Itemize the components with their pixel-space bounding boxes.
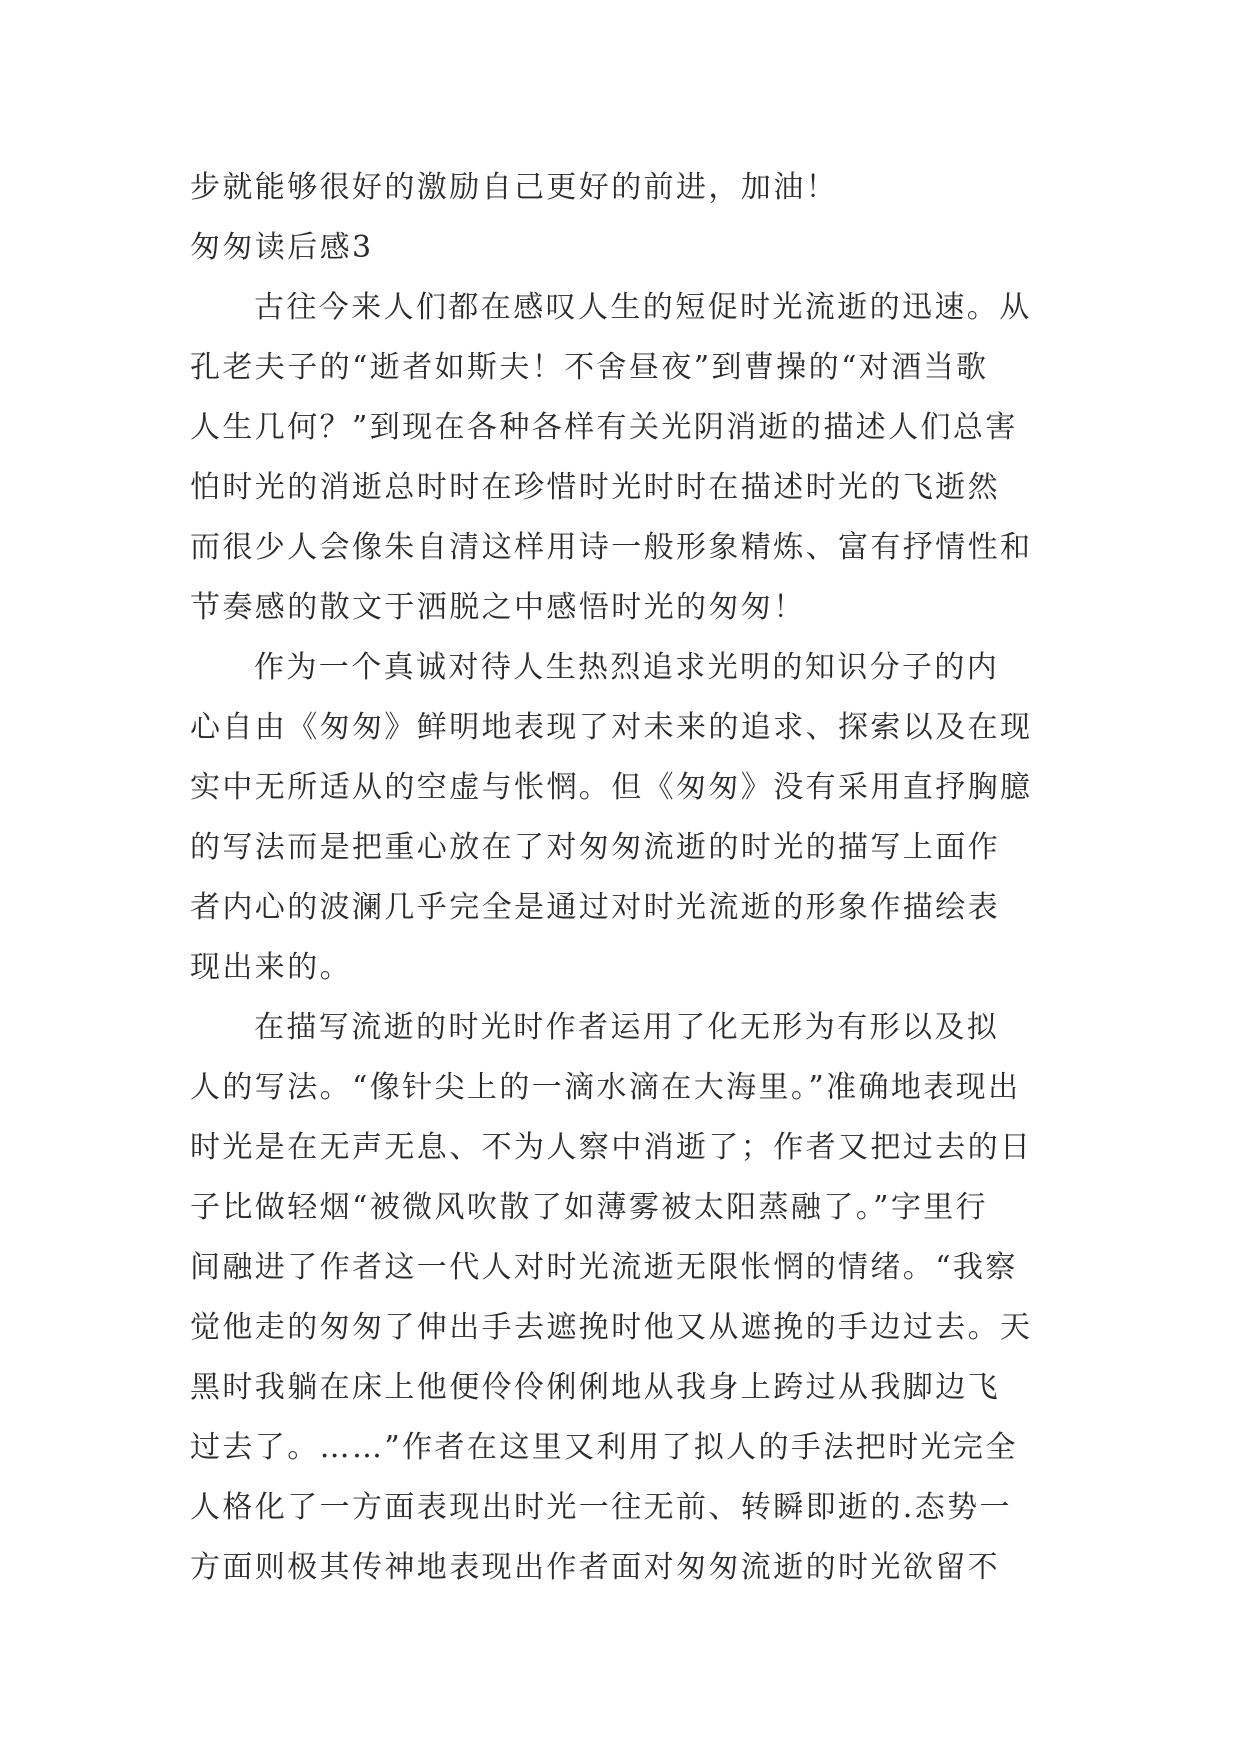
paragraph-line: 过去了。……”作者在这里又利用了拟人的手法把时光完全 (190, 1430, 1018, 1465)
paragraph-line: 黑时我躺在床上他便伶伶俐俐地从我身上跨过从我脚边飞 (190, 1370, 1000, 1405)
paragraph-line: 怕时光的消逝总时时在珍惜时光时时在描述时光的飞逝然 (190, 470, 1000, 505)
paragraph-line: 方面则极其传神地表现出作者面对匆匆流逝的时光欲留不 (190, 1550, 1000, 1585)
paragraph-line: 心自由《匆匆》鲜明地表现了对未来的追求、探索以及在现 (190, 710, 1033, 745)
paragraph-line: 的写法而是把重心放在了对匆匆流逝的时光的描写上面作 (190, 830, 1000, 865)
paragraph-line: 作为一个真诚对待人生热烈追求光明的知识分子的内 (254, 650, 1000, 685)
paragraph-1 (190, 278, 1050, 638)
paragraph-line: 而很少人会像朱自清这样用诗一般形象精炼、富有抒情性和 (190, 530, 1033, 565)
paragraph-line: 人生几何？”到现在各种各样有关光阴消逝的描述人们总害 (190, 410, 1018, 445)
paragraph-line: 间融进了作者这一代人对时光流逝无限怅惘的情绪。“我察 (190, 1250, 1018, 1285)
paragraph-2 (190, 638, 1050, 998)
paragraph-line: 节奏感的散文于洒脱之中感悟时光的匆匆！ (190, 590, 806, 625)
paragraph-line: 者内心的波澜几乎完全是通过对时光流逝的形象作描绘表 (190, 890, 1000, 925)
paragraph-3 (190, 998, 1050, 1598)
paragraph-line: 觉他走的匆匆了伸出手去遮挽时他又从遮挽的手边过去。天 (190, 1310, 1033, 1345)
paragraph-line: 孔老夫子的“逝者如斯夫！不舍昼夜”到曹操的“对酒当歌 (190, 350, 989, 385)
paragraph-line: 现出来的。 (190, 950, 352, 985)
paragraph-line: 古往今来人们都在感叹人生的短促时光流逝的迅速。从 (254, 290, 1032, 325)
paragraph-line: 人格化了一方面表现出时光一往无前、转瞬即逝的.态势一 (190, 1490, 1012, 1525)
paragraph-line: 人的写法。“像针尖上的一滴水滴在大海里。”准确地表现出 (190, 1070, 1021, 1105)
paragraph-line: 在描写流逝的时光时作者运用了化无形为有形以及拟 (254, 1010, 1000, 1045)
paragraph-line: 子比做轻烟“被微风吹散了如薄雾被太阳蒸融了。”字里行 (190, 1190, 989, 1225)
paragraph-line: 实中无所适从的空虚与怅惘。但《匆匆》没有采用直抒胸臆 (190, 770, 1033, 805)
document-body (190, 158, 1050, 1598)
section-heading: 匆匆读后感3 (190, 230, 374, 265)
intro-line: 步就能够很好的激励自己更好的前进，加油！ (190, 170, 838, 205)
paragraph-line: 时光是在无声无息、不为人察中消逝了；作者又把过去的日 (190, 1130, 1033, 1165)
